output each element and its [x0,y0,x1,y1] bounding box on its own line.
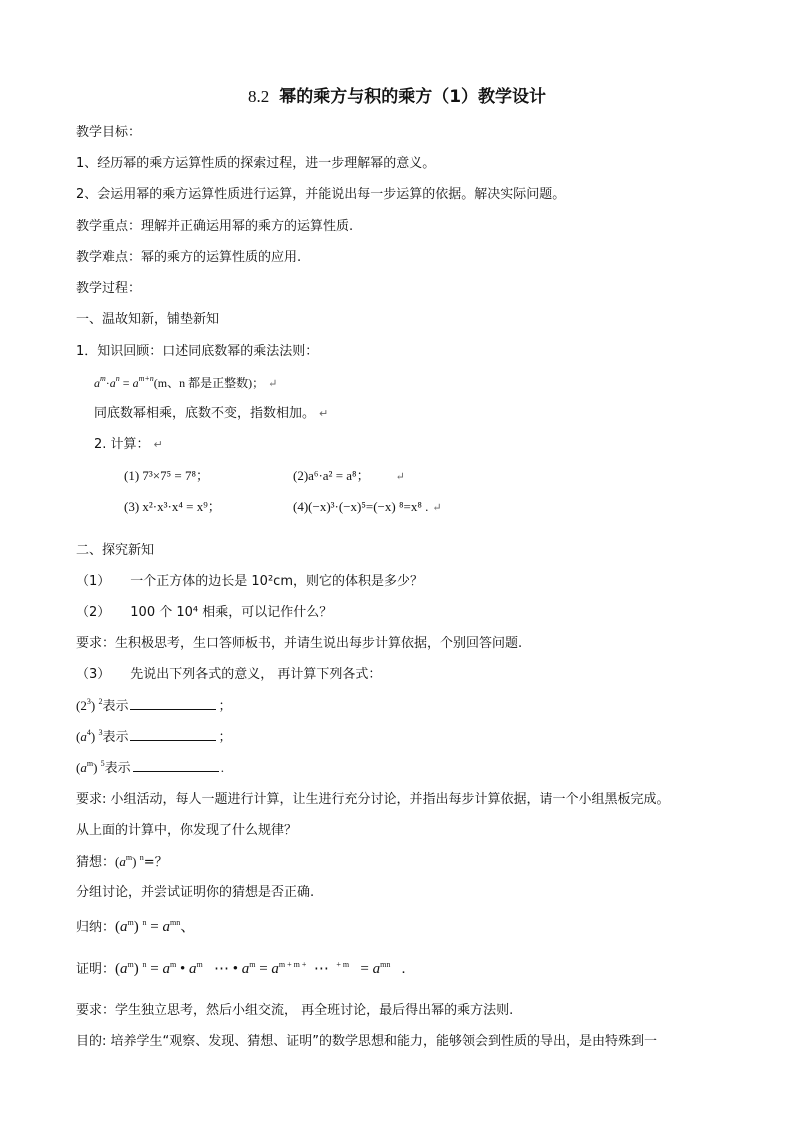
proof-line: 证明：$(a^m) ^n = a^m$ • $a^m$ ⋯ • $a^m = a^{m + m +}$ ⋯ $^{+ m} = a^{mn}$ . [76,960,406,977]
expression-label: 表示 [104,760,131,775]
expression-end: ； [218,698,232,713]
process-heading: 教学过程： [76,281,142,296]
calc-item-4-line [293,498,442,517]
calc-heading-text: 2. 计算： [94,437,150,452]
section1-item1: 1．知识回顾：口述同底数幂的乘法法则： [76,344,319,359]
calc-heading [94,436,163,454]
calc-item-2: (2)a⁶·a² = a⁸； [293,468,370,483]
purpose-line: 目的: 培养学生“观察、发现、猜想、证明”的数学思想和能力，能够领会到性质的导出，是由特殊到一 [76,1034,657,1049]
discover-question: 从上面的计算中，你发现了什么规律？ [76,823,298,838]
proof-label: 证明： [76,962,116,977]
question-3-number: （3） [76,667,111,682]
rule-line [94,405,328,423]
expression-label: 表示 [102,698,129,713]
guess-tail: =？ [143,855,168,870]
goal-item-2: 2、会运用幂的乘方运算性质进行运算，并能说出每一步运算的依据。解决实际问题。 [76,187,566,202]
formula-condition: (m、n 都是正整数)； [153,376,265,390]
guess-line: 猜想：$(a^m)$ $^n$=？ [76,853,168,870]
induction-label: 归纳： [76,920,116,935]
answer-blank[interactable] [133,759,219,772]
requirement-1: 要求：生积极思考，生口答师板书，并请生说出每步计算依据，个别回答问题. [76,636,523,651]
paragraph-mark-icon: ↵ [153,438,163,451]
question-2-text: 100 个 10⁴ 相乘，可以记作什么？ [130,605,333,620]
expression-line-2: $(a^4)$ $^3$表示 ； [76,728,232,744]
key-point: 教学重点：理解并正确运用幂的乘方的运算性质. [76,219,354,234]
question-2 [76,604,332,622]
answer-blank[interactable] [130,697,216,710]
expression-end: ； [218,729,232,744]
calc-item-3: (3) x²·x³·x⁴ = x⁹； [124,499,221,514]
goal-item-1: 1、经历幂的乘方运算性质的探索过程，进一步理解幂的意义。 [76,156,436,171]
expression-label: 表示 [102,729,129,744]
question-3 [76,666,381,684]
calc-item-1: (1) 7³×7⁵ = 7⁸； [124,468,210,483]
paragraph-mark-icon: ↵ [432,502,442,514]
requirement-2: 要求: 小组活动，每人一题进行计算，让生进行充分讨论，并指出每步计算依据，请一个小组黑板完成。 [76,792,670,807]
guess-label: 猜想： [76,855,116,870]
answer-blank[interactable] [130,728,216,741]
title-number: 8.2 [247,87,270,106]
discuss-line: 分组讨论，并尝试证明你的猜想是否正确. [76,885,315,900]
paragraph-mark-icon: ↵ [395,471,405,483]
question-1-number: （1） [76,574,111,589]
goals-heading: 教学目标： [76,125,142,140]
calc-item-4: (4)(−x)³·(−x)⁵=(−x) ⁸=x⁸ . [293,499,429,514]
page-title [0,86,794,108]
product-rule-formula: $a^m\cdot a^n = a^{m+n}(m$、n 都是正整数)； ↵ [94,374,278,390]
paragraph-mark-icon: ↵ [268,378,278,390]
rule-text: 同底数幂相乘，底数不变，指数相加。 [94,406,316,421]
difficulty: 教学难点：幂的乘方的运算性质的应用. [76,250,302,265]
section2-heading: 二、探究新知 [76,543,155,558]
requirement-3: 要求：学生独立思考，然后小组交流， 再全班讨论，最后得出幂的乘方法则. [76,1003,514,1018]
question-3-text: 先说出下列各式的意义， 再计算下列各式： [130,667,382,682]
question-1-text: 一个正方体的边长是 10²cm，则它的体积是多少？ [130,574,423,589]
induction-line: 归纳：$(a^m) ^n = a^{mn}$、 [76,918,196,935]
expression-line-3: $(a^m)$ $^5$表示 . [76,759,224,775]
question-2-number: （2） [76,605,111,620]
title-text: 幂的乘方与积的乘方（1）教学设计 [279,87,547,107]
paragraph-mark-icon: ↵ [319,407,329,420]
calc-item-2-line [293,467,405,486]
expression-end: . [220,760,224,775]
section1-heading: 一、温故知新，铺垫新知 [76,312,220,327]
expression-line-1: $(2^3)$ $^2$表示 ； [76,697,232,713]
question-1 [76,573,423,591]
